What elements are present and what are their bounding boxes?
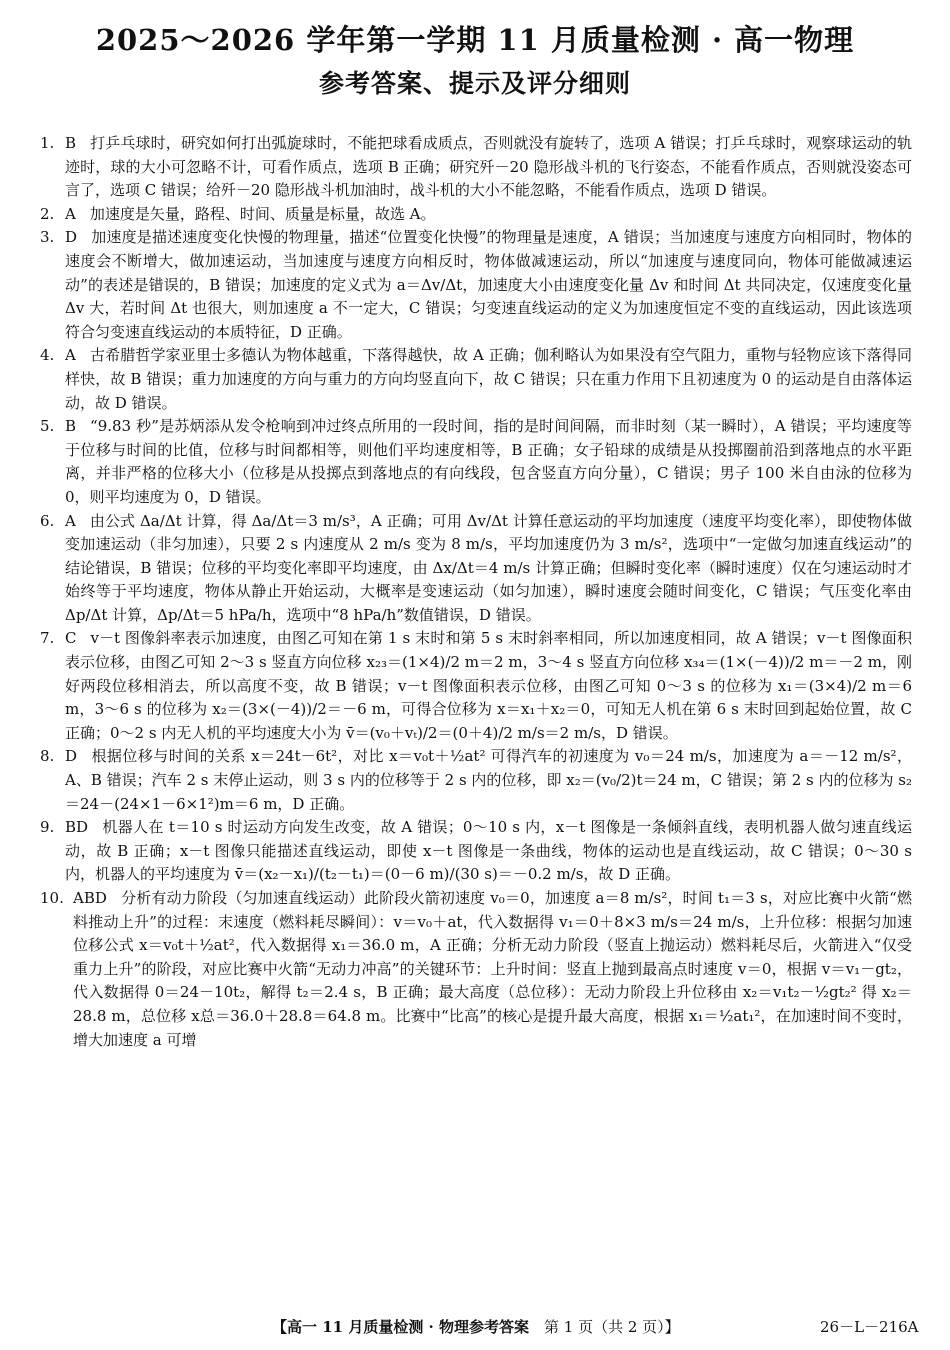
answer-choice: A: [65, 511, 76, 530]
document-code: 26－L－216A: [820, 1318, 919, 1336]
answer-item: [40, 627, 912, 745]
answer-explanation: 古希腊哲学家亚里士多德认为物体越重，下落得越快，故 A 正确；伽利略认为如果没有空气阻力，重物与轻物应该下落得同样快，故 B 错误；重力加速度的方向与重力的方向均竖直向下，故 C 错误；只在重力作用下且初速度为 0 的运动是自由落体运动，故 D 错误。: [65, 346, 912, 412]
answer-choice: BD: [65, 818, 89, 837]
answer-number: 3.: [40, 228, 55, 247]
answer-item: [40, 816, 912, 887]
answer-item: [40, 226, 912, 344]
answer-item: [40, 887, 912, 1052]
answer-number: 2.: [40, 204, 55, 223]
footer-title: 【高一 11 月质量检测 · 物理参考答案: [272, 1318, 529, 1336]
answer-item: [40, 510, 912, 628]
answer-item: [40, 203, 912, 227]
answer-explanation: 打乒乓球时，研究如何打出弧旋球时，不能把球看成质点，否则就没有旋转了，选项 A 错误；打乒乓球时，观察球运动的轨迹时，球的大小可忽略不计，可看作质点，选项 B 正确；研究歼－20 隐形战斗机的飞行姿态，不能看作质点，否则就没姿态可言了，选项 C 错误；给歼－20 隐形战斗机加油时，战斗机的大小不能忽略，不能看作质点，选项 D 错误。: [65, 134, 912, 200]
answer-item: [40, 745, 912, 816]
answer-list: [40, 132, 912, 1052]
answer-explanation: 由公式 Δa/Δt 计算，得 Δa/Δt＝3 m/s³，A 正确；可用 Δv/Δt 计算任意运动的平均加速度（速度平均变化率），即使物体做变加速运动（非匀加速），只要 2 s 内速度从 2 m/s 变为 8 m/s，平均加速度仍为 3 m/s²，选项中“一定做匀加速直线运动”的结论错误，B 错误；位移的平均变化率即平均速度，由 Δx/Δt＝4 m/s 计算正确；但瞬时变化率（瞬时速度）仅在匀速运动时才始终等于平均速度，物体从静止开始运动，大概率是变速运动（如匀加速），瞬时速度会随时间变化，C 错误；气压变化率由 Δp/Δt 计算，Δp/Δt＝5 hPa/h，选项中“8 hPa/h”数值错误，D 错误。: [65, 511, 912, 624]
answer-explanation: 根据位移与时间的关系 x＝24t－6t²，对比 x＝v₀t＋½at² 可得汽车的初速度为 v₀＝24 m/s，加速度为 a＝－12 m/s²，A、B 错误；汽车 2 s 末停止运动，则 3 s 内的位移等于 2 s 内的位移，即 x₂＝(v₀/2)t＝24 m，C 错误；第 2 s 内的位移为 s₂＝24－(24×1－6×1²)m＝6 m，D 正确。: [65, 747, 912, 813]
answer-choice: C: [65, 629, 77, 648]
answer-choice: B: [65, 417, 77, 436]
answer-explanation: “9.83 秒”是苏炳添从发令枪响到冲过终点所用的一段时间，指的是时间间隔，而非时刻（某一瞬时），A 错误；平均速度等于位移与时间的比值，位移与时间都相等，则他们平均速度相等，B 正确；女子铅球的成绩是从投掷圈前沿到落地点的水平距离，并非严格的位移大小（位移是从投掷点到落地点的有向线段，包含竖直方向分量），C 错误；男子 100 米自由泳的位移为 0，则平均速度为 0，D 错误。: [65, 417, 912, 506]
answer-choice: B: [65, 134, 77, 152]
answer-number: 4.: [40, 346, 55, 365]
footer-info: [272, 1316, 680, 1337]
answer-explanation: 机器人在 t＝10 s 时运动方向发生改变，故 A 错误；0～10 s 内，x－t 图像是一条倾斜直线，表明机器人做匀速直线运动，故 B 正确；x－t 图像只能描述直线运动，即使 x－t 图像是一条曲线，物体的运动也是直线运动，故 C 错误；0～30 s 内，机器人的平均速度为 v̄＝(x₂－x₁)/(t₂－t₁)＝(0－6 m)/(30 s)＝－0.2 m/s，故 D 正确。: [65, 818, 912, 884]
answer-choice: A: [65, 204, 76, 223]
answer-explanation: 加速度是描述速度变化快慢的物理量，描述“位置变化快慢”的物理量是速度，A 错误；当加速度与速度方向相同时，物体的速度会不断增大，做加速运动，当加速度与速度方向相反时，物体做减速运动，所以“加速度与速度同向，物体可能做减速运动”的表述是错误的，B 错误；加速度的定义式为 a＝Δv/Δt，加速度大小由速度变化量 Δv 和时间 Δt 共同决定，仅速度变化量 Δv 大，若时间 Δt 也很大，则加速度 a 不一定大，C 错误；匀变速直线运动的定义为加速度恒定不变的直线运动，因此该选项符合匀变速直线运动的本质特征，D 正确。: [65, 228, 912, 341]
answer-number: 9.: [40, 818, 55, 837]
page-number: 第 1 页（共 2 页）】: [544, 1318, 680, 1336]
answer-item: [40, 344, 912, 415]
answer-explanation: v－t 图像斜率表示加速度，由图乙可知在第 1 s 末时和第 5 s 末时斜率相同，所以加速度相同，故 A 错误；v－t 图像面积表示位移，由图乙可知 2～3 s 竖直方向位移 x₂₃＝(1×4)/2 m＝2 m，3～4 s 竖直方向位移 x₃₄＝(1×(－4))/2 m＝－2 m，刚好两段位移相消去，所以高度不变，故 B 错误；v－t 图像面积表示位移，由图乙可知 0～3 s 的位移为 x₁＝(3×4)/2 m＝6 m，3～6 s 的位移为 x₂＝(3×(－4))/2＝－6 m，可得合位移为 x＝x₁＋x₂＝0，可知无人机在第 6 s 末时回到起始位置，故 C 正确；0～2 s 内无人机的平均速度大小为 v̄＝(v₀＋vₜ)/2＝(0＋4)/2 m/s＝2 m/s，D 错误。: [65, 629, 912, 742]
answer-item: [40, 415, 912, 509]
answer-item: [40, 132, 912, 203]
page-title: 2025～2026 学年第一学期 11 月质量检测 · 高一物理: [95, 23, 855, 57]
answer-number: 6.: [40, 511, 55, 530]
answer-choice: ABD: [73, 889, 107, 907]
answer-choice: D: [65, 747, 78, 766]
answer-number: 1.: [40, 134, 55, 152]
answer-explanation: 加速度是矢量，路程、时间、质量是标量，故选 A。: [89, 204, 436, 223]
answer-number: 8.: [40, 747, 55, 766]
answer-number: 7.: [40, 629, 55, 648]
answer-choice: D: [65, 228, 78, 247]
page-subtitle: 参考答案、提示及评分细则: [318, 69, 631, 98]
answer-explanation: 分析有动力阶段（匀加速直线运动）此阶段火箭初速度 v₀＝0，加速度 a＝8 m/s²，时间 t₁＝3 s，对应比赛中火箭“燃料推动上升”的过程：末速度（燃料耗尽瞬间）：v＝v₀＋at，代入数据得 v₁＝0＋8×3 m/s＝24 m/s，上升位移：根据匀加速位移公式 x＝v₀t＋½at²，代入数据得 x₁＝36.0 m，A 正确；分析无动力阶段（竖直上抛运动）燃料耗尽后，火箭进入“仅受重力上升”的阶段，对应比赛中火箭“无动力冲高”的关键环节：上升时间：竖直上抛到最高点时速度 v＝0，根据 v＝v₁－gt₂，代入数据得 0＝24－10t₂，解得 t₂＝2.4 s，B 正确；最大高度（总位移）：无动力阶段上升位移由 x₂＝v₁t₂－½gt₂² 得 x₂＝28.8 m，总位移 x总＝36.0＋28.8＝64.8 m。比赛中“比高”的核心是提升最大高度，根据 x₁＝½at₁²，在加速时间不变时，增大加速度 a 可增: [73, 889, 912, 1049]
answer-number: 10.: [40, 889, 64, 907]
answer-number: 5.: [40, 417, 55, 436]
answer-choice: A: [65, 346, 76, 365]
